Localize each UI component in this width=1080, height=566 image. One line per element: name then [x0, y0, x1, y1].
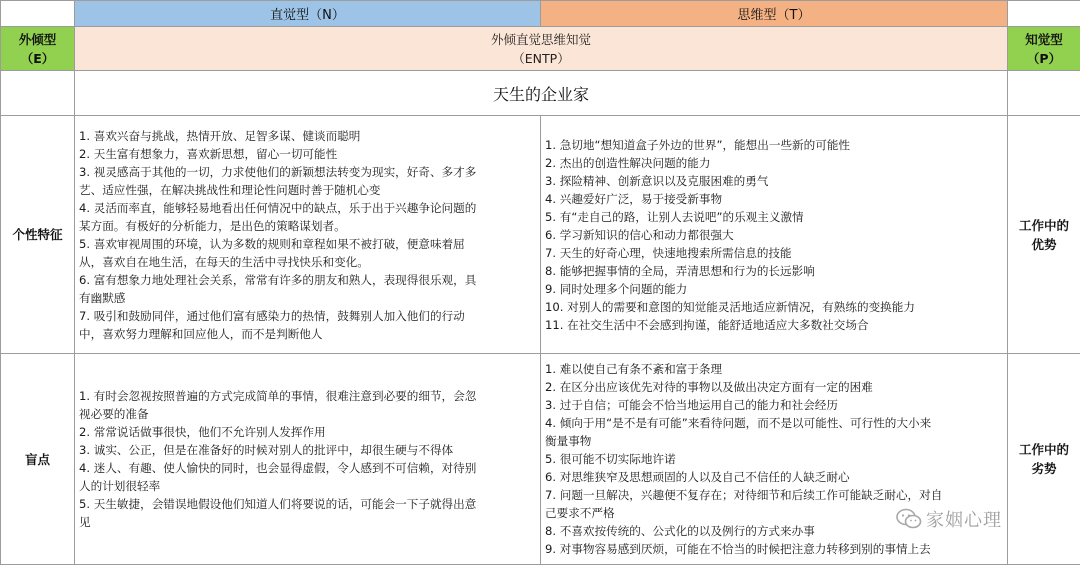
list-item: 某方面。有极好的分析能力，是出色的策略谋划者。	[79, 218, 346, 233]
list-item: 艺、适应性强，在解决挑战性和理论性问题时善于随机心变	[79, 182, 381, 197]
work-strengths-list	[545, 136, 1003, 334]
thinking-header: 思维型（T）	[541, 1, 1008, 27]
watermark	[896, 507, 1002, 531]
weaknesses-label	[1008, 354, 1080, 565]
work-weaknesses	[541, 354, 1008, 565]
subtitle-left-blank	[1, 71, 75, 116]
subtitle: 天生的企业家	[75, 71, 1008, 116]
list-item: 4. 迷人、有趣、使人愉快的同时，也会显得虚假，令人感到不可信赖，对待别	[79, 461, 477, 475]
list-item: 从，喜欢自在地生活，在每天的生活中寻找快乐和变化。	[79, 254, 369, 269]
list-item: 10. 对别人的需要和意图的知觉能灵活地适应新情况，有熟练的变换能力	[545, 299, 915, 314]
corner-cell	[1, 1, 75, 27]
list-item: 6. 对思维狭窄及思想顽固的人以及自己不信任的人缺乏耐心	[545, 470, 850, 484]
list-item: 9. 同时处理多个问题的能力	[545, 281, 688, 296]
blindspot-label: 盲点	[1, 354, 75, 565]
list-item: 11. 在社交生活中不会感到拘谨，能舒适地适应大多数社交场合	[545, 317, 869, 332]
list-item: 2. 天生富有想象力，喜欢新思想，留心一切可能性	[79, 146, 338, 161]
extravert-label	[1, 27, 75, 71]
list-item: 见	[79, 515, 91, 529]
type-title	[75, 27, 1008, 71]
perceiving-label	[1008, 27, 1080, 71]
list-item: 中，喜欢努力理解和回应他人，而不是判断他人	[79, 326, 323, 341]
subtitle-row	[1, 71, 1080, 116]
list-item: 7. 问题一旦解决，兴趣便不复存在；对待细节和后续工作可能缺乏耐心，对自	[545, 488, 943, 502]
watermark-text: 家姻心理	[926, 510, 1002, 531]
list-item: 2. 常常说话做事很快，他们不允许别人发挥作用	[79, 425, 326, 439]
list-item: 6. 学习新知识的信心和动力都很强大	[545, 227, 734, 242]
blindspot-traits	[75, 354, 541, 565]
list-item: 己要求不严格	[545, 506, 615, 520]
type-row	[1, 27, 1080, 71]
list-item: 4. 兴趣爱好广泛，易于接受新事物	[545, 191, 723, 206]
list-item: 7. 吸引和鼓励同伴，通过他们富有感染力的热情，鼓舞别人加入他们的行动	[79, 308, 465, 323]
strengths-label-line1: 工作中的	[1018, 217, 1069, 233]
list-item: 3. 诚实、公正，但是在准备好的时候对别人的批评中，却很生硬与不得体	[79, 443, 454, 457]
extravert-label-line2: （E）	[20, 50, 55, 66]
list-item: 4. 灵活而率直，能够轻易地看出任何情况中的缺点，乐于出于兴趣争论问题的	[79, 200, 477, 215]
wechat-icon	[896, 508, 922, 530]
personality-traits-list	[79, 127, 536, 343]
list-item: 5. 喜欢审视周围的环境，认为多数的规则和章程如果不被打破，便意味着屈	[79, 236, 465, 251]
list-item: 5. 有“走自己的路，让别人去说吧”的乐观主义激情	[545, 209, 804, 224]
list-item: 2. 在区分出应该优先对待的事物以及做出决定方面有一定的困难	[545, 380, 873, 394]
list-item: 5. 天生敏捷，会错误地假设他们知道人们将要说的话，可能会一下子就得出意	[79, 497, 477, 511]
list-item: 9. 对事物容易感到厌烦，可能在不恰当的时候把注意力转移到别的事情上去	[545, 542, 931, 556]
header-row	[1, 1, 1080, 27]
list-item: 6. 富有想象力地处理社会关系，常常有许多的朋友和熟人，表现得很乐观，具	[79, 272, 477, 287]
personality-label: 个性特征	[1, 116, 75, 354]
list-item: 5. 很可能不切实际地许诺	[545, 452, 676, 466]
subtitle-right-blank	[1008, 71, 1080, 116]
intuition-header: 直觉型（N）	[75, 1, 541, 27]
list-item: 3. 探险精神、创新意识以及克服困难的勇气	[545, 173, 769, 188]
type-title-line2: （ENTP）	[512, 50, 570, 66]
blindspot-row	[1, 354, 1080, 565]
list-item: 人的计划很轻率	[79, 479, 161, 493]
list-item: 2. 杰出的创造性解决问题的能力	[545, 155, 711, 170]
personality-traits	[75, 116, 541, 354]
list-item: 有幽默感	[79, 290, 126, 305]
list-item: 8. 能够把握事情的全局，弄清思想和行为的长远影响	[545, 263, 815, 278]
list-item: 1. 难以使自己有条不紊和富于条理	[545, 362, 723, 376]
list-item: 3. 视灵感高于其他的一切，力求使他们的新颖想法转变为现实，好奇、多才多	[79, 164, 477, 179]
list-item: 4. 倾向于用“是不是有可能”来看待问题，而不是以可能性、可行性的大小来	[545, 416, 932, 430]
type-title-line1: 外倾直觉思维知觉	[490, 31, 591, 47]
perceiving-label-line1: 知觉型	[1025, 31, 1063, 47]
list-item: 1. 喜欢兴奋与挑战，热情开放、足智多谋、健谈而聪明	[79, 128, 361, 143]
list-item: 视必要的准备	[79, 407, 149, 421]
list-item: 8. 不喜欢按传统的、公式化的以及例行的方式来办事	[545, 524, 815, 538]
strengths-label-line2: 优势	[1031, 236, 1057, 252]
work-strengths	[541, 116, 1008, 354]
weaknesses-label-line1: 工作中的	[1018, 442, 1069, 457]
list-item: 1. 急切地“想知道盒子外边的世界”，能想出一些新的可能性	[545, 137, 851, 152]
list-item: 3. 过于自信；可能会不恰当地运用自己的能力和社会经历	[545, 398, 838, 412]
weaknesses-label-line2: 劣势	[1031, 461, 1057, 476]
strengths-label	[1008, 116, 1080, 354]
list-item: 1. 有时会忽视按照普遍的方式完成简单的事情，很难注意到必要的细节，会忽	[79, 389, 477, 403]
blindspot-traits-list	[79, 387, 536, 531]
corner-cell-right	[1008, 1, 1080, 27]
perceiving-label-line2: （P）	[1026, 50, 1062, 66]
list-item: 衡量事物	[545, 434, 592, 448]
personality-row	[1, 116, 1080, 354]
list-item: 7. 天生的好奇心理，快速地搜索所需信息的技能	[545, 245, 792, 260]
extravert-label-line1: 外倾型	[18, 31, 57, 47]
